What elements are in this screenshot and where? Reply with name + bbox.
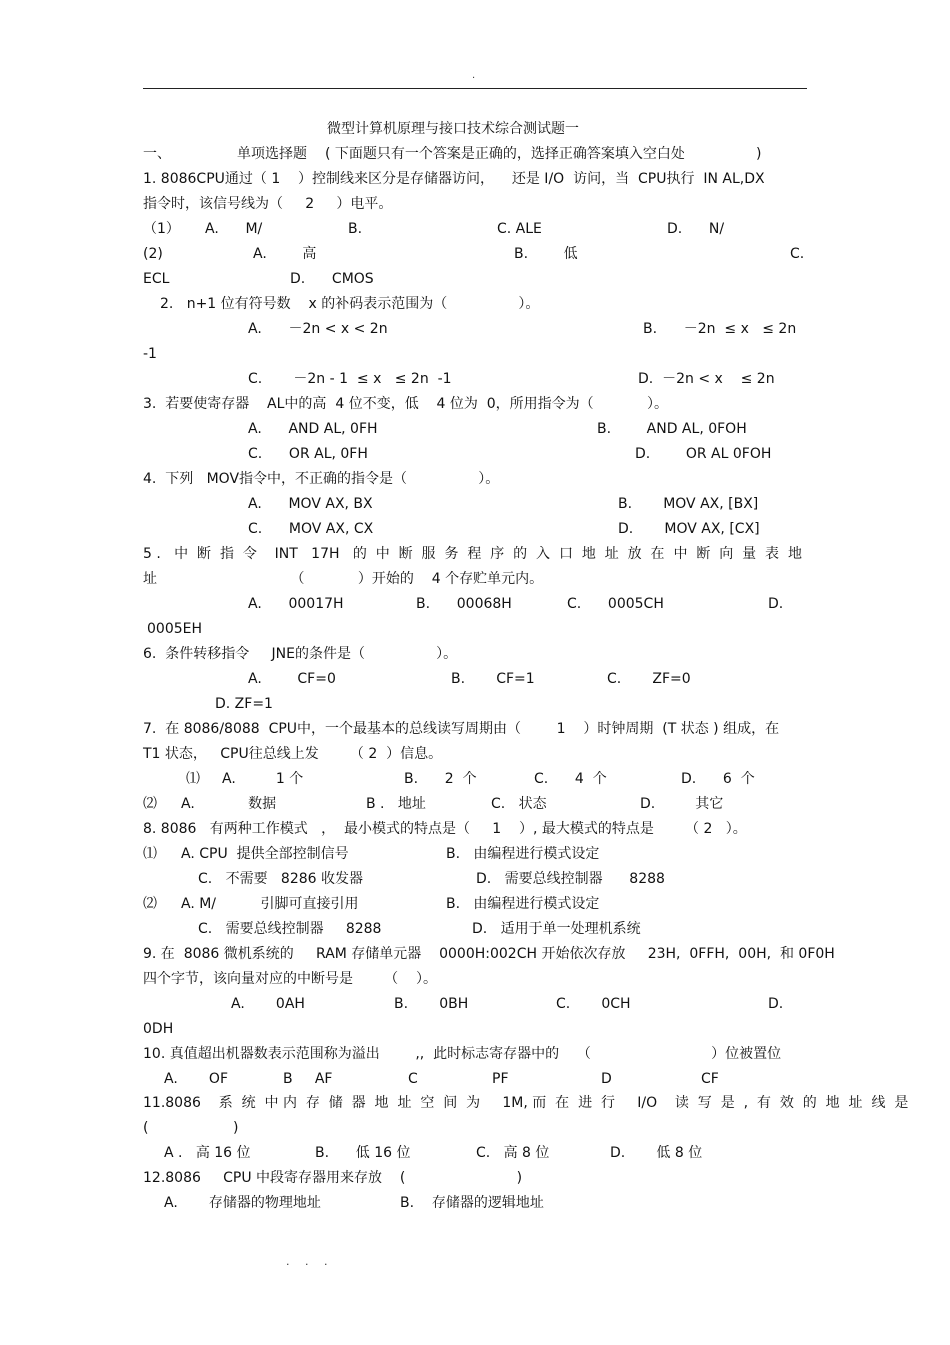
section-number: 一、 <box>143 146 171 162</box>
question-8-part-2-option-a: A. M/ 引脚可直接引用 <box>181 896 359 912</box>
section-note: ( 下面题只有一个答案是正确的，选择正确答案填入空白处 <box>325 146 685 162</box>
question-9-option-d: D. <box>768 996 784 1012</box>
question-10-stem: 10. 真值超出机器数表示范围称为溢出 ,, 此时标志寄存器中的 （ ）位被置位 <box>143 1046 782 1062</box>
question-1-line-1: 1. 8086CPU通过（ 1 ）控制线来区分是存储器访问， 还是 I/O 访问，当 CPU执行 IN AL,DX <box>143 171 765 187</box>
question-2-option-d: D. －2n < x ≤ 2n <box>638 371 775 387</box>
question-12-option-b: B. 存储器的逻辑地址 <box>400 1195 544 1211</box>
question-5-option-d-continued: 0005EH <box>147 621 203 637</box>
question-6-option-d: D. ZF=1 <box>215 696 273 712</box>
question-1-part-2-option-a: A. 高 <box>253 246 317 262</box>
question-9-option-a: A. 0AH <box>231 996 305 1012</box>
question-7-part-2-option-d: D. 其它 <box>640 796 724 812</box>
question-7-part-1-option-a: A. 1 个 <box>222 771 304 787</box>
question-1-part-2-option-c-continued: ECL <box>143 271 170 287</box>
question-4-option-a: A. MOV AX, BX <box>248 496 373 512</box>
question-1-part-2-option-d: D. CMOS <box>290 271 374 287</box>
question-9-option-b: B. 0BH <box>394 996 469 1012</box>
question-5-option-a: A. 00017H <box>248 596 344 612</box>
question-6-stem: 6. 条件转移指令 JNE的条件是（ ）。 <box>143 646 458 662</box>
question-7-part-2-option-a: A. 数据 <box>181 796 277 812</box>
question-7-part-1-option-c: C. 4 个 <box>534 771 607 787</box>
question-2-option-b-continued: -1 <box>143 346 157 362</box>
question-7-line-2: T1 状态， CPU往总线上发 （ 2 ）信息。 <box>143 746 443 762</box>
question-8-part-1-option-a: A. CPU 提供全部控制信号 <box>181 846 349 862</box>
question-10-option-d-value: CF <box>701 1071 719 1087</box>
question-7-part-2-label: ⑵ <box>143 796 157 812</box>
question-7-part-1-option-b: B. 2 个 <box>404 771 477 787</box>
question-2-stem: 2. n+1 位有符号数 x 的补码表示范围为（ ）。 <box>160 296 540 312</box>
question-7-part-2-option-c: C. 状态 <box>491 796 547 812</box>
question-3-option-b: B. AND AL, 0FOH <box>597 421 747 437</box>
question-11-option-c: C. 高 8 位 <box>476 1145 550 1161</box>
question-6-option-c: C. ZF=0 <box>607 671 691 687</box>
question-6-option-b: B. CF=1 <box>451 671 535 687</box>
question-1-part-1-option-b: B. <box>348 221 363 237</box>
question-8-part-1-label: ⑴ <box>143 846 157 862</box>
question-7-part-1-option-d: D. 6 个 <box>681 771 755 787</box>
question-4-option-d: D. MOV AX, [CX] <box>618 521 760 537</box>
question-5-option-b: B. 00068H <box>416 596 512 612</box>
question-8-part-2-option-b: B. 由编程进行模式设定 <box>446 896 600 912</box>
question-8-part-1-option-b: B. 由编程进行模式设定 <box>446 846 600 862</box>
question-1-part-2-option-c: C. <box>790 246 805 262</box>
question-11-option-a: A . 高 16 位 <box>164 1145 251 1161</box>
question-1-part-1-option-d: D. N/ <box>667 221 725 237</box>
question-2-option-c: C. －2n - 1 ≤ x ≤ 2n -1 <box>248 371 452 387</box>
question-1-part-1-option-a: A. M/ <box>205 221 263 237</box>
question-3-option-c: C. OR AL, 0FH <box>248 446 368 462</box>
question-12-stem: 12.8086 CPU 中段寄存器用来存放 ( ) <box>143 1170 523 1186</box>
question-11-option-b: B. 低 16 位 <box>315 1145 411 1161</box>
question-4-stem: 4. 下列 MOV指令中，不正确的指令是（ ）。 <box>143 471 500 487</box>
question-3-stem: 3. 若要使寄存器 AL中的高 4 位不变，低 4 位为 0，所用指令为（ ）。 <box>143 396 669 412</box>
question-7-line-1: 7. 在 8086/8088 CPU中，一个最基本的总线读写周期由（ 1 ）时钟周期 (T 状态 ) 组成，在 <box>143 721 780 737</box>
question-9-line-1: 9. 在 8086 微机系统的 RAM 存储单元器 0000H:002CH 开始依次存放 23H, 0FFH, 00H, 和 0F0H <box>143 946 835 962</box>
question-5-line-2: 址 （ ）开始的 4 个存贮单元内。 <box>143 571 544 587</box>
question-8-stem: 8. 8086 有两种工作模式 ， 最小模式的特点是（ 1 ）, 最大模式的特点是 （ 2 ）。 <box>143 821 747 837</box>
question-8-part-2-option-c: C. 需要总线控制器 8288 <box>198 921 382 937</box>
question-9-option-d-continued: 0DH <box>143 1021 174 1037</box>
footer-mark: . . . <box>286 1255 334 1268</box>
header-mark: . <box>472 70 476 81</box>
question-10-option-b: B AF <box>283 1071 333 1087</box>
question-1-part-2-option-b: B. 低 <box>514 246 578 262</box>
question-5-line-1: 5 . 中 断 指 令 INT 17H 的 中 断 服 务 程 序 的 入 口 地 址 放 在 中 断 向 量 表 地 <box>143 546 802 562</box>
question-1-part-1-label: （1） <box>143 221 180 237</box>
question-1-part-2-label: (2) <box>143 246 163 262</box>
question-6-option-a: A. CF=0 <box>248 671 336 687</box>
section-note-close: ) <box>756 146 762 162</box>
header-rule <box>143 88 807 89</box>
question-10-option-a: A. OF <box>164 1071 229 1087</box>
question-10-option-c-value: PF <box>492 1071 509 1087</box>
question-10-option-d-letter: D <box>601 1071 612 1087</box>
question-3-option-d: D. OR AL 0FOH <box>635 446 772 462</box>
question-9-line-2: 四个字节，该向量对应的中断号是 （ ）。 <box>143 971 437 987</box>
question-4-option-c: C. MOV AX, CX <box>248 521 374 537</box>
question-10-option-c-letter: C <box>408 1071 418 1087</box>
question-8-part-2-option-d: D. 适用于单一处理机系统 <box>472 921 641 937</box>
question-7-part-2-option-b: B . 地址 <box>366 796 426 812</box>
question-3-option-a: A. AND AL, 0FH <box>248 421 378 437</box>
question-2-option-a: A. －2n < x < 2n <box>248 321 388 337</box>
question-9-option-c: C. 0CH <box>556 996 631 1012</box>
question-11-option-d: D. 低 8 位 <box>610 1145 703 1161</box>
section-heading: 单项选择题 <box>237 146 307 162</box>
question-2-option-b: B. －2n ≤ x ≤ 2n <box>643 321 797 337</box>
question-11-line-2: ( ) <box>143 1120 239 1136</box>
question-11-line-1: 11.8086 系 统 中 内 存 储 器 地 址 空 间 为 1M, 而 在 进 行 I/O 读 写 是 , 有 效 的 地 址 线 是 <box>143 1095 909 1111</box>
question-1-part-1-option-c: C. ALE <box>497 221 542 237</box>
question-5-option-c: C. 0005CH <box>567 596 664 612</box>
question-4-option-b: B. MOV AX, [BX] <box>618 496 759 512</box>
question-7-part-1-label: ⑴ <box>186 771 200 787</box>
question-12-option-a: A. 存储器的物理地址 <box>164 1195 321 1211</box>
question-8-part-1-option-c: C. 不需要 8286 收发器 <box>198 871 364 887</box>
document-title: 微型计算机原理与接口技术综合测试题一 <box>327 121 579 137</box>
question-5-option-d: D. <box>768 596 784 612</box>
question-1-line-2: 指令时，该信号线为（ 2 ）电平。 <box>143 196 393 212</box>
question-8-part-2-label: ⑵ <box>143 896 157 912</box>
question-8-part-1-option-d: D. 需要总线控制器 8288 <box>476 871 665 887</box>
